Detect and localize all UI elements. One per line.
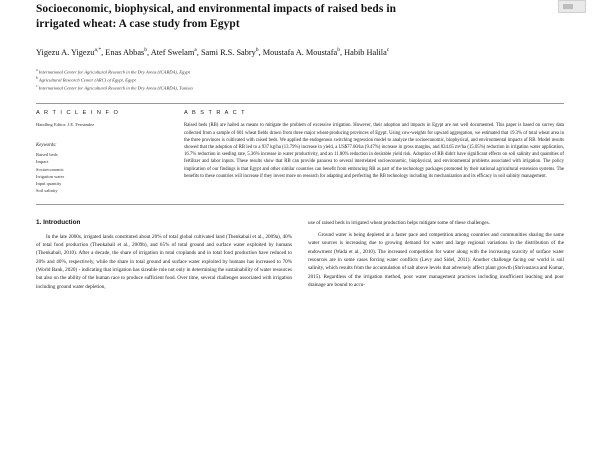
keyword-item: Irrigation water	[36, 173, 65, 179]
body-column-left	[36, 219, 292, 295]
section-heading-introduction: 1. Introduction	[36, 218, 81, 226]
pdf-thumbnail-badge-inner	[563, 4, 573, 9]
affiliation-item	[36, 84, 564, 92]
author-name: Habib Halila	[344, 47, 387, 57]
page-title	[36, 0, 564, 33]
author-affil-marker: b	[255, 46, 259, 53]
abstract-heading: A B S T R A C T	[184, 110, 246, 117]
author-affil-marker: a,*	[94, 46, 102, 53]
divider-above-abstract	[36, 103, 564, 104]
author-name: Moustafa A. Moustafa	[262, 47, 338, 57]
affiliation-marker: b	[36, 76, 38, 81]
handling-editor: Handling Editor: J.E. Fernández	[36, 122, 95, 128]
body-paragraph: use of raised beds in irrigated wheat production helps mitigate some of these challenges.	[308, 219, 490, 226]
article-info-heading: A R T I C L E I N F O	[36, 110, 120, 117]
body-column-right	[308, 219, 564, 295]
affiliation-item	[36, 68, 564, 76]
page-top-mask	[0, 0, 600, 1]
affiliation-text: International Center for Agricultural Research in the Dry Areas (ICARDA), Egypt	[38, 69, 190, 75]
author-name: Yigezu A. Yigezu	[36, 47, 95, 57]
affiliation-item	[36, 76, 564, 84]
body-paragraph: Ground water is being depleted at a faster pace and competition among countries and communities sharing the same water sources is increasing due to growing demand for water and large regional variations in the distribution of the endowment (Wada et al., 2010). The increased competition for water along with the increasing scarcity of surface water resources are in some cases forcing water conflicts (Levy and Sidel, 2011). Another challenge facing our world is soil salinity, which results from the accumulation of salt above levels that adversely affect plant growth (Shrivastava and Kumar, 2015). Regardless of the irrigation method, poor water management practices including insufficient leaching and poor drainage are bound to accu-	[308, 232, 564, 289]
affiliation-list	[36, 68, 564, 92]
keyword-item: Input quantity	[36, 181, 62, 187]
abstract-text: Raised beds (RB) are hailed as means to mitigate the problem of excessive irrigation. However, their adoption and impacts in Egypt are not well documented. This paper is based on survey data collected from a sample of 601 wheat fields drawn from three major wheat-producing provinces of Egypt. Using cow-weights for upward aggregation, we estimated that 19.3% of total wheat area in the three provinces is cultivated with raised beds. We applied the endogenous switching regression model to analyze the socioeconomic, biophysical, and environmental impacts of RB. Model results showed that the adoption of RB led to a 937 kg/ha (13.79%) increase in yield, a US$77.60/ha (9.47%) increase in gross margins, and 824.65 m³/ha (15.05%) reduction in irrigation water application, 16.7% reduction in seeding rate, 5.36% increase in water productivity, and an 11.80% reduction in desirable yield risk. Adoption of RB didn't have significant effects on soil salinity and quantities of fertilizer and labor inputs. These results show that RB can provide panacea to several interrelated socioeconomic, biophysical, and environmental problems associated with irrigation. The policy implication of our findings is that Egypt and other similar countries can benefit from embracing RB as part of the technology packages promoted by their national agricultural extension systems. The benefits to these countries will increase if they invest more on research for adapting and perfecting the RB technology including its mechanization and its efficacy in soil salinity management.	[184, 123, 564, 179]
pdf-thumbnail-badge	[558, 0, 586, 13]
abstract-column	[184, 110, 564, 194]
affiliation-marker: c	[36, 84, 38, 89]
author-affil-marker: a	[194, 46, 197, 53]
keyword-item: Impact	[36, 159, 49, 165]
keyword-item: Soil salinity	[36, 188, 58, 194]
author-name: Enas Abbas	[105, 47, 145, 57]
info-abstract-region	[36, 110, 564, 194]
affiliation-text: International Center for Agricultural Research in the Dry Areas (ICARDA), Tunisia	[38, 85, 193, 91]
affiliation-marker: a	[36, 67, 38, 72]
author-affil-marker: c	[386, 46, 390, 53]
keywords-label: Keywords:	[36, 143, 57, 149]
author-affil-marker: b	[144, 46, 148, 53]
keyword-item: Socioeconomic	[36, 166, 64, 172]
title-line-1: Socioeconomic, biophysical, and environmental impacts of raised beds in	[36, 3, 397, 15]
body-columns	[36, 219, 564, 295]
divider-below-abstract	[36, 204, 564, 205]
title-line-2: irrigated wheat: A case study from Egypt	[36, 18, 240, 31]
author-affil-marker: b	[337, 46, 340, 53]
affiliation-text: Agricultural Research Center (ARC) of Egypt, Egypt	[38, 77, 136, 83]
author-list: Yigezu A. Yigezu$^{a,*}$, Enas Abbas$^b$, Atef Swelam$^a$, Sami R.S. Sabry$^b$, Moustafa A. Moustafa$^b$, Habib Halila$^c$	[36, 46, 390, 57]
author-name: Sami R.S. Sabry	[200, 47, 256, 57]
keyword-item: Raised beds	[36, 152, 58, 158]
article-info-column	[36, 110, 184, 194]
keywords-list	[36, 151, 170, 195]
author-name: Atef Swelam	[150, 47, 195, 57]
body-paragraph: In the late 2000s, irrigated lands constituted about 20% of total global cultivated land (Thenkabail et al., 2009a), 40% of total food production (Thenkabail et al., 2009b), and 65% of total ground and surface water exploited by humans (Thenkabail, 2010). After a decade, the share of irrigation in total croplands and in total food production have reduced to 20% and 40%, respectively, while the share in total ground and surface water exploited by humans has increased to 70% (World Bank, 2020) - indicating that irrigation has sizeable role not only in determining the sustainability of water resources but also on the ability of the human race to produce sufficient food. Over time, several challenges associated with irrigation including ground water depletion,	[36, 233, 292, 290]
